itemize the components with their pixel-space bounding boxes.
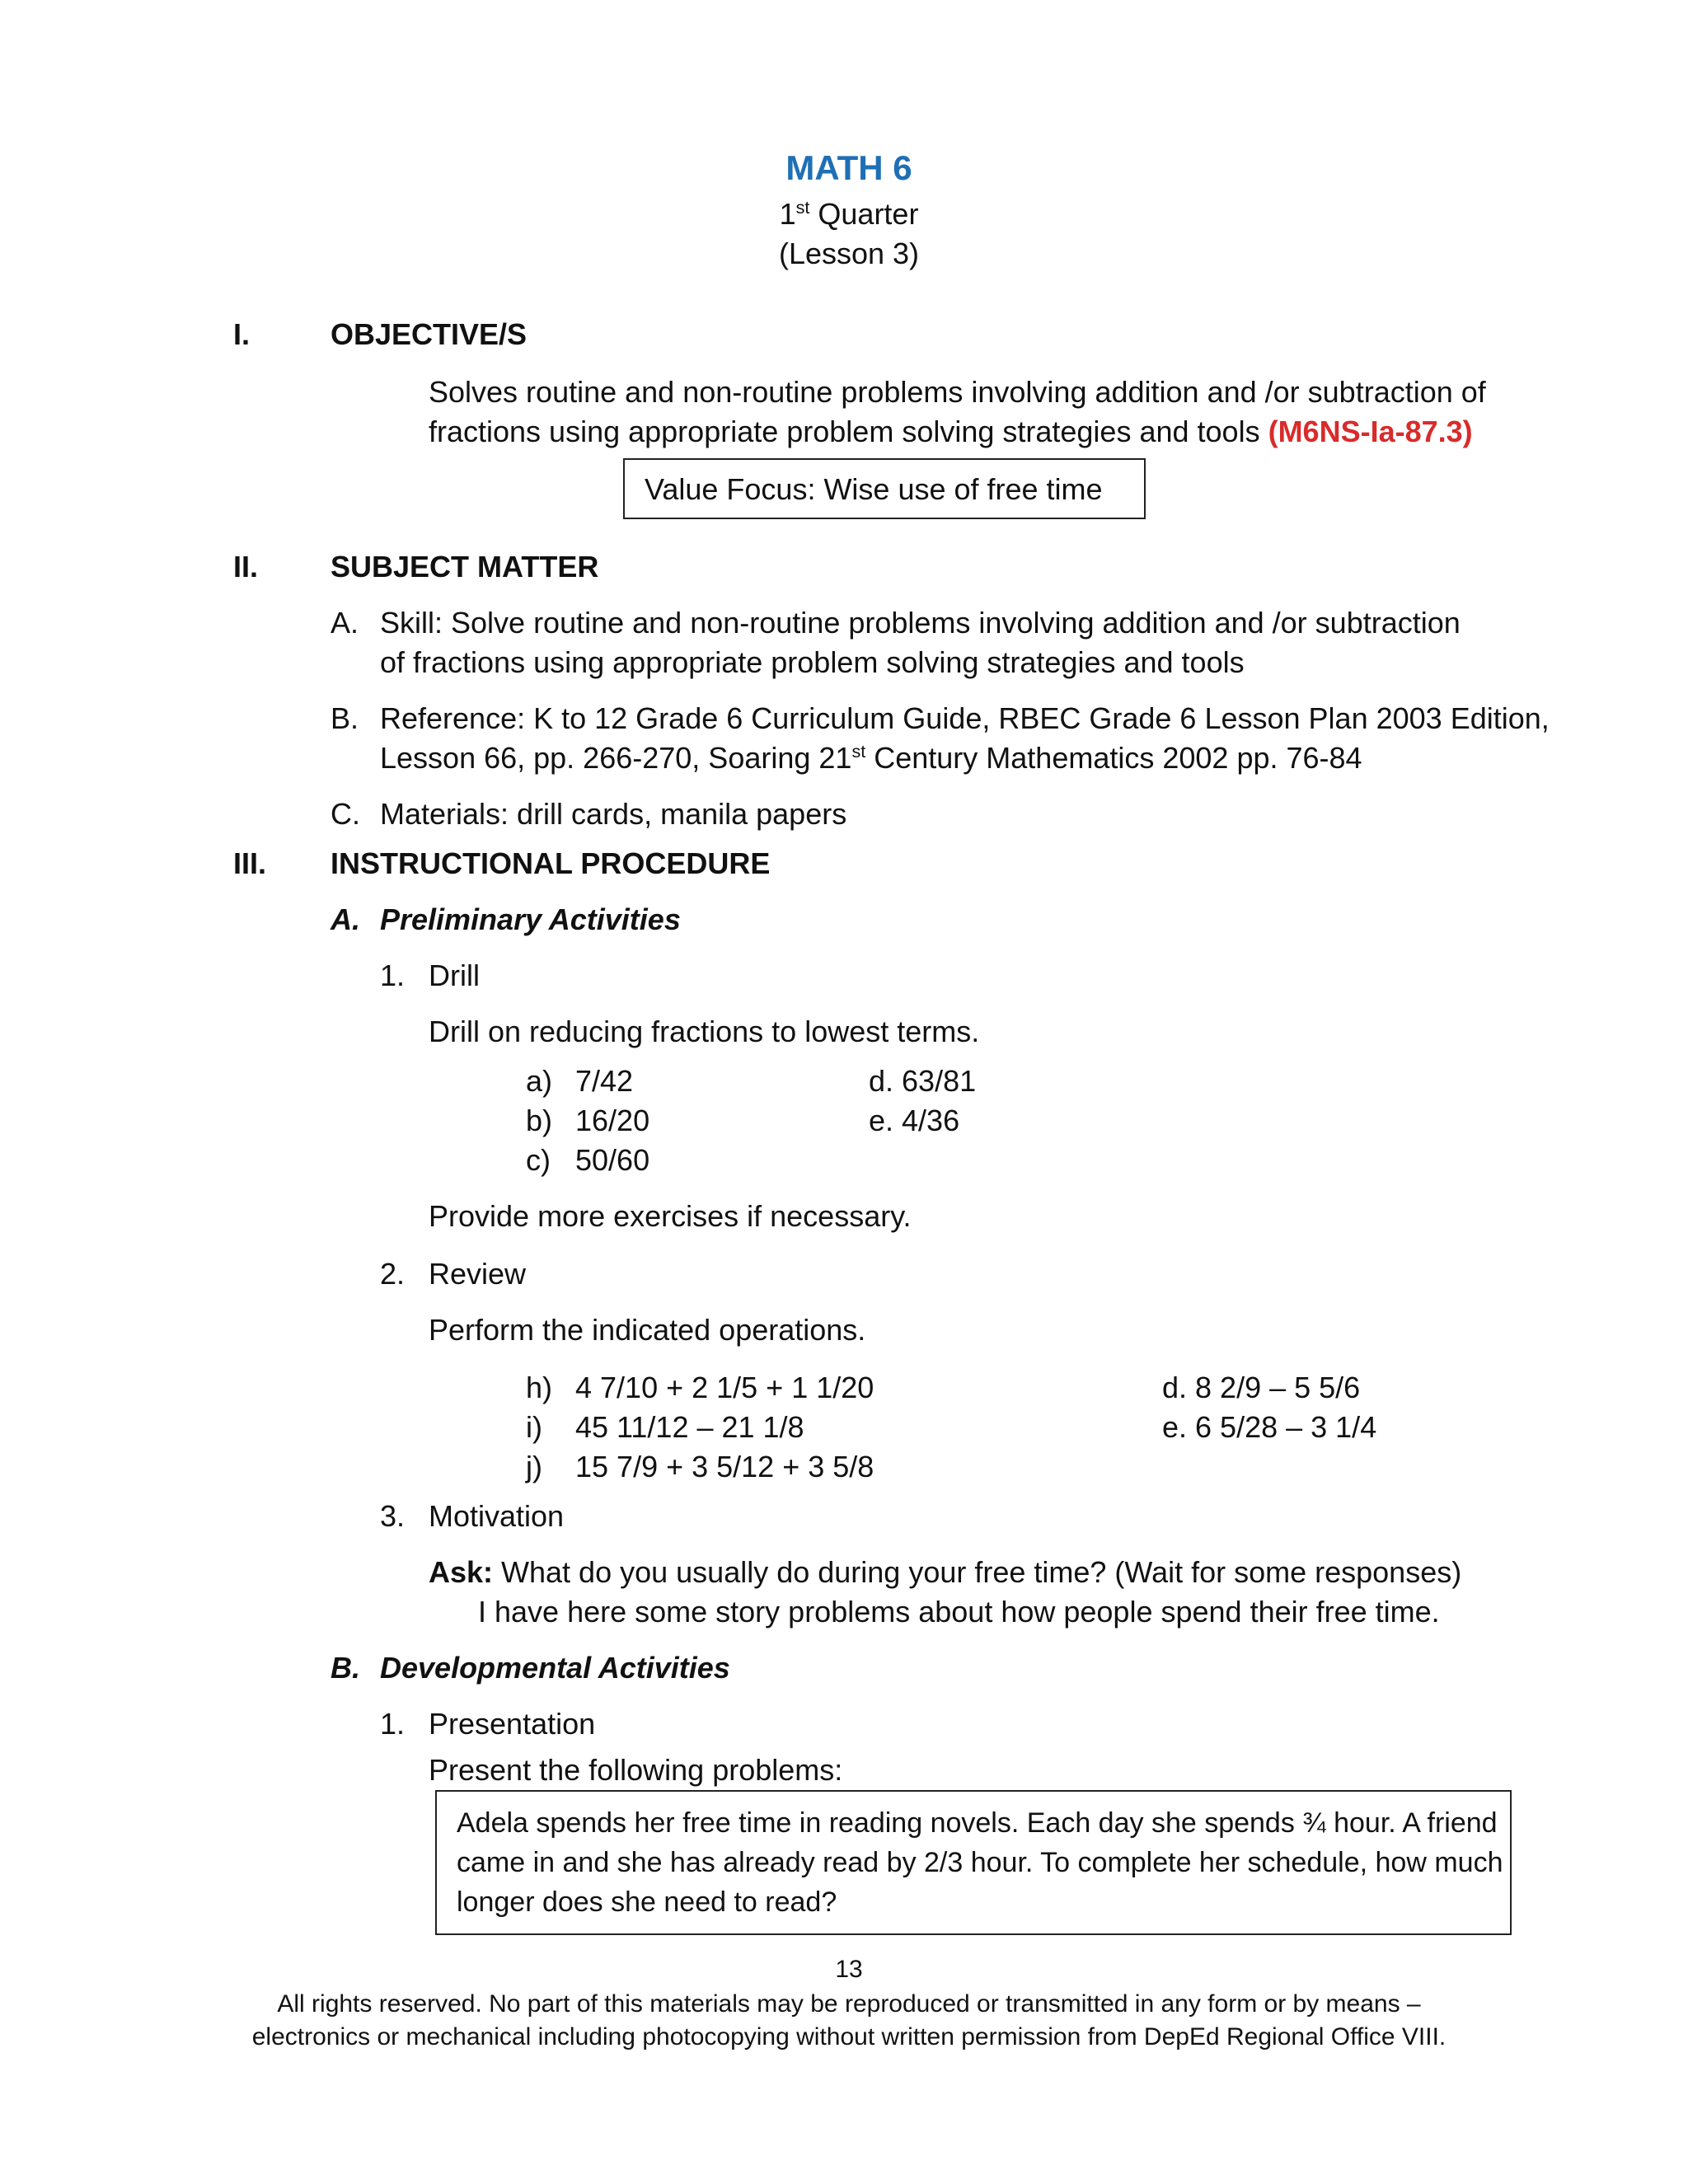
- drill-item-value: 50/60: [575, 1143, 650, 1177]
- motivation-title: Motivation: [429, 1499, 565, 1533]
- problem-line-2: came in and she has already read by 2/3 hour. To complete her schedule, how much: [457, 1847, 1503, 1878]
- review-item-label: j): [526, 1450, 542, 1483]
- drill-number: 1.: [380, 958, 406, 992]
- lesson-label: (Lesson 3): [778, 237, 920, 270]
- problem-line-1: Adela spends her free time in reading novels. Each day she spends ¾ hour. A friend: [457, 1807, 1498, 1839]
- review-instruction: Perform the indicated operations.: [429, 1313, 866, 1347]
- review-item-label: h): [526, 1371, 553, 1404]
- page-title: MATH 6: [785, 148, 912, 187]
- drill-item-label: c): [526, 1143, 551, 1177]
- review-item-right: e. 6 5/28 – 3 1/4: [1162, 1410, 1377, 1444]
- drill-instruction: Drill on reducing fractions to lowest terms.: [429, 1015, 980, 1048]
- drill-item-label: a): [526, 1064, 553, 1098]
- drill-item-value: 7/42: [575, 1064, 634, 1098]
- problem-line-3: longer does she need to read?: [457, 1886, 837, 1918]
- review-item-label: i): [526, 1410, 542, 1444]
- section-numeral-2: II.: [233, 550, 259, 583]
- section-numeral-3: III.: [233, 846, 267, 880]
- drill-item-right: e. 4/36: [869, 1104, 960, 1137]
- review-number: 2.: [380, 1257, 406, 1291]
- subject-matter-heading: SUBJECT MATTER: [331, 550, 599, 583]
- subsection-label-b: B.: [331, 1651, 360, 1685]
- procedure-heading: INSTRUCTIONAL PROCEDURE: [331, 846, 771, 880]
- reference-line-2: Lesson 66, pp. 266-270, Soaring 21st Century Mathematics 2002 pp. 76-84: [380, 741, 1362, 775]
- section-numeral-1: I.: [233, 317, 251, 351]
- subsection-label-a: A.: [331, 902, 360, 936]
- skill-line-2: of fractions using appropriate problem solving strategies and tools: [380, 645, 1245, 679]
- competency-code: (M6NS-Ia-87.3): [1268, 415, 1473, 448]
- copyright-line-1: All rights reserved. No part of this materials may be reproduced or transmitted in any form or by means –: [277, 1990, 1421, 2018]
- ask-label: Ask:: [429, 1555, 494, 1589]
- list-label-a: A.: [331, 606, 359, 640]
- drill-title: Drill: [429, 958, 480, 992]
- developmental-heading: Developmental Activities: [380, 1651, 730, 1685]
- ask-line: Ask: What do you usually do during your free time? (Wait for some responses): [429, 1555, 1462, 1589]
- quarter-label: 1st Quarter: [779, 197, 919, 231]
- review-item-value: 4 7/10 + 2 1/5 + 1 1/20: [575, 1371, 874, 1404]
- preliminary-heading: Preliminary Activities: [380, 902, 681, 936]
- review-item-value: 15 7/9 + 3 5/12 + 3 5/8: [575, 1450, 874, 1483]
- review-item-value: 45 11/12 – 21 1/8: [575, 1410, 804, 1444]
- drill-item-value: 16/20: [575, 1104, 650, 1137]
- reference-line-1: Reference: K to 12 Grade 6 Curriculum Guide, RBEC Grade 6 Lesson Plan 2003 Edition,: [380, 701, 1550, 735]
- list-label-b: B.: [331, 701, 359, 735]
- list-label-c: C.: [331, 797, 360, 831]
- review-title: Review: [429, 1257, 527, 1291]
- drill-note: Provide more exercises if necessary.: [429, 1199, 912, 1233]
- skill-line-1: Skill: Solve routine and non-routine problems involving addition and /or subtraction: [380, 606, 1461, 640]
- materials-line: Materials: drill cards, manila papers: [380, 797, 847, 831]
- drill-item-right: d. 63/81: [869, 1064, 977, 1098]
- ask-line-2: I have here some story problems about how people spend their free time.: [478, 1595, 1440, 1629]
- review-item-right: d. 8 2/9 – 5 5/6: [1162, 1371, 1361, 1404]
- objective-line-1: Solves routine and non-routine problems involving addition and /or subtraction of: [429, 375, 1486, 409]
- objectives-heading: OBJECTIVE/S: [331, 317, 528, 351]
- page-number: 13: [835, 1956, 863, 1983]
- copyright-line-2: electronics or mechanical including photocopying without written permission from DepEd Regional Office VIII.: [251, 2023, 1447, 2050]
- presentation-title: Presentation: [429, 1707, 596, 1741]
- presentation-instruction: Present the following problems:: [429, 1753, 843, 1787]
- drill-item-label: b): [526, 1104, 553, 1137]
- presentation-number: 1.: [380, 1707, 406, 1741]
- objective-line-2: fractions using appropriate problem solving strategies and tools (M6NS-Ia-87.3): [429, 415, 1473, 448]
- motivation-number: 3.: [380, 1499, 406, 1533]
- value-focus-text: Value Focus: Wise use of free time: [645, 472, 1103, 506]
